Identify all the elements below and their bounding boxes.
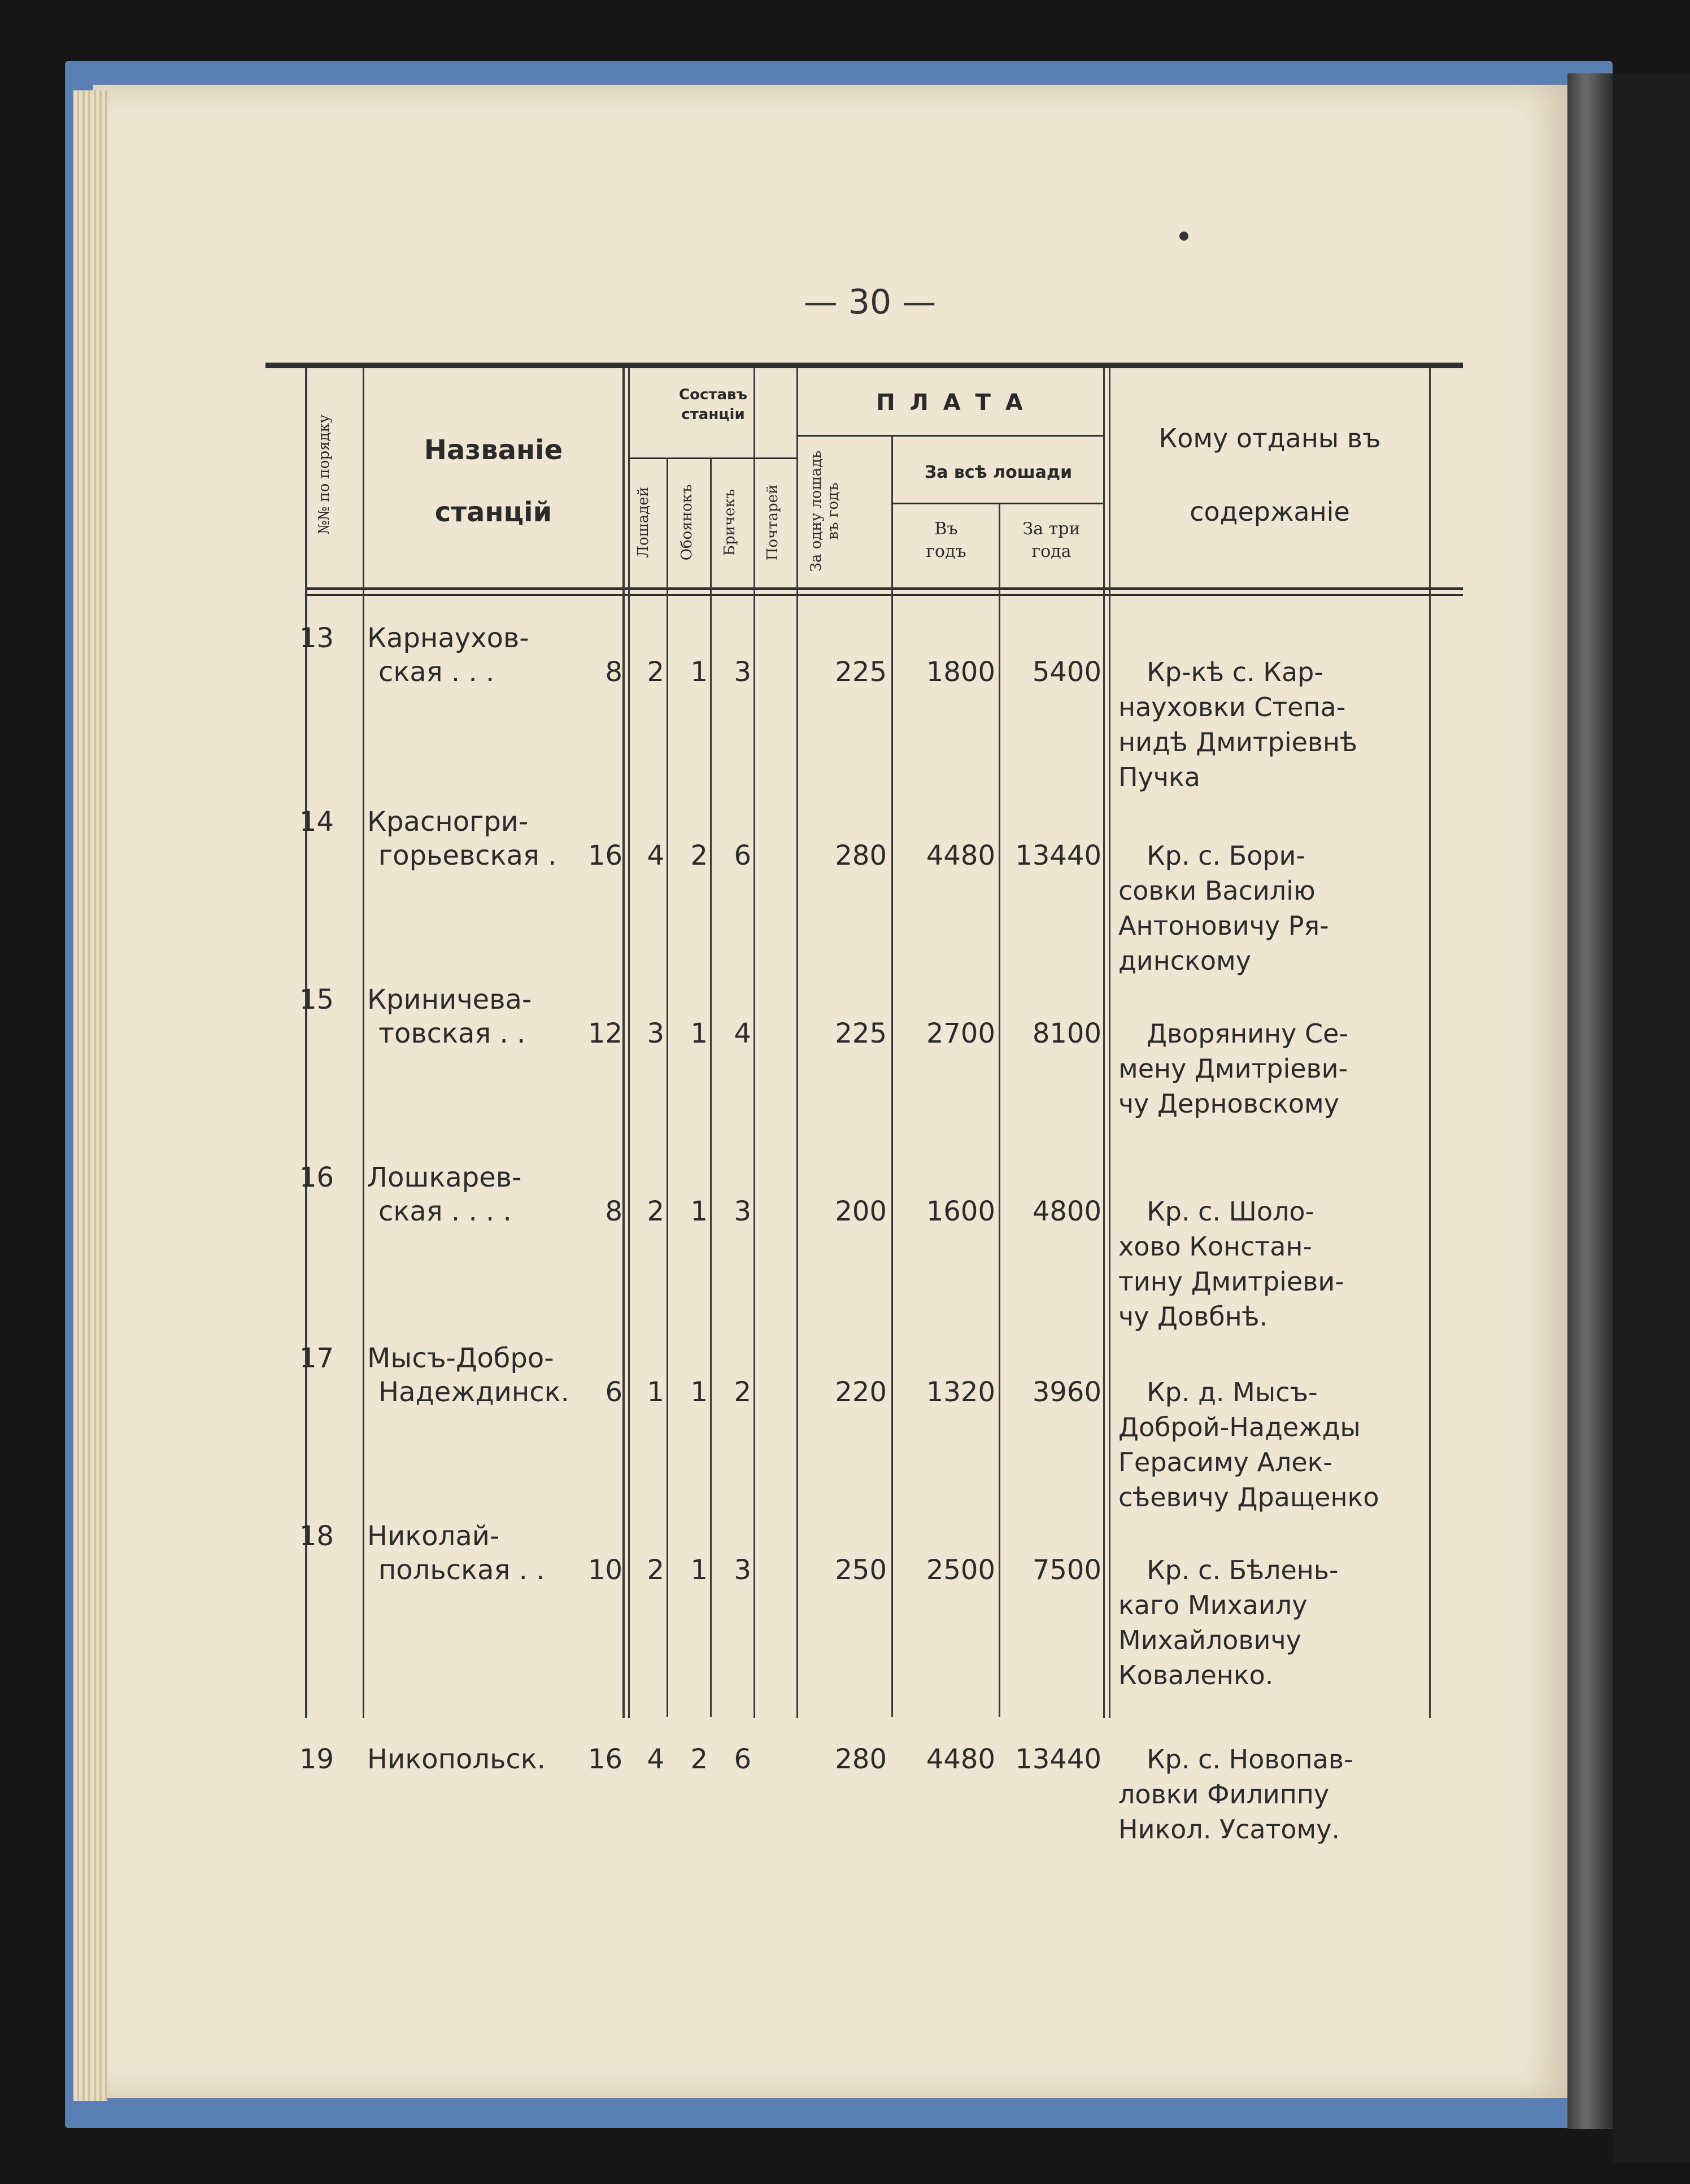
book-spine [1567,73,1613,2129]
header-year-2: годъ [926,542,966,561]
keeper-line: нидѣ Дмитріевнѣ [1118,727,1358,757]
cell-oboz: 2 [647,1554,664,1586]
cell-brich: 1 [690,1018,708,1049]
header-bottom-rule [305,587,1463,590]
keeper-line: науховки Степа- [1118,692,1346,722]
header-three-1: За три [1022,519,1081,539]
keeper-line: Михайловичу [1118,1625,1301,1655]
cell-post: 6 [734,1743,751,1775]
header-rule-plata [796,435,1103,437]
keeper-line: Антоновичу Ря- [1118,910,1329,941]
cell-brich: 1 [690,656,708,688]
header-name-1: Названіе [424,434,563,466]
cell-year: 1320 [926,1376,995,1408]
header-year-1: Въ [934,519,958,539]
cell-brich: 1 [690,1554,708,1586]
cell-three: 13440 [1015,840,1101,871]
row-number: 17 [299,1342,334,1374]
cell-brich: 2 [690,840,708,871]
cell-one: 225 [835,656,887,688]
cell-year: 1600 [926,1196,995,1227]
header-bottom-rule-2 [305,594,1463,596]
keeper-line: чу Довбнѣ. [1118,1301,1268,1332]
station-name-line: Карнаухов- [367,622,529,654]
cell-horses: 8 [605,1196,622,1227]
page-number: — 30 — [803,282,937,322]
keeper-line: Кр. с. Шоло- [1147,1196,1315,1227]
cell-post: 4 [734,1018,751,1049]
cell-post: 3 [734,1196,751,1227]
row-number: 14 [299,806,334,838]
station-name-line: Красногри- [367,806,529,838]
col-divider [891,435,893,1717]
header-brich: Бричекъ [721,489,738,556]
cell-three: 8100 [1032,1018,1101,1049]
keeper-line: чу Дерновскому [1118,1088,1339,1119]
cell-post: 3 [734,1554,751,1586]
station-name-line: Мысъ-Добро- [367,1342,554,1374]
station-name-line: Криничева- [367,984,532,1015]
cell-brich: 1 [690,1376,708,1408]
cell-horses: 8 [605,656,622,688]
cell-three: 7500 [1032,1554,1101,1586]
keeper-line: тину Дмитріеви- [1118,1266,1344,1297]
cell-one: 280 [835,1743,887,1775]
header-sostav-1: Составъ [679,386,747,403]
cell-horses: 10 [587,1554,622,1586]
keeper-line: Коваленко. [1118,1660,1274,1690]
keeper-line: Кр-кѣ с. Кар- [1147,657,1323,687]
cell-one: 225 [835,1018,887,1049]
cell-horses: 6 [605,1376,622,1408]
keeper-line: каго Михаилу [1118,1590,1308,1620]
cell-brich: 1 [690,1196,708,1227]
keeper-line: Кр. с. Бѣлень- [1147,1555,1339,1585]
keeper-line: хово Констан- [1118,1231,1313,1262]
cell-oboz: 4 [647,1743,664,1775]
station-name-line: польская . . [378,1554,545,1586]
keeper-line: Кр. с. Бори- [1147,840,1306,871]
cell-three: 4800 [1032,1196,1101,1227]
row-number: 19 [299,1743,334,1775]
cell-horses: 12 [587,1018,622,1049]
cell-three: 5400 [1032,656,1101,688]
col-divider [710,457,712,1717]
station-name-line: ская . . . . [378,1196,512,1227]
cell-one: 250 [835,1554,887,1586]
header-number: №№ по порядку [316,414,333,535]
cell-year: 4480 [926,1743,995,1775]
cell-year: 2700 [926,1018,995,1049]
cell-oboz: 4 [647,840,664,871]
cell-brich: 2 [690,1743,708,1775]
row-number: 13 [299,622,334,654]
station-name-line: Николай- [367,1520,500,1552]
background-edge [1613,73,1690,2163]
row-number: 18 [299,1520,334,1552]
cell-oboz: 1 [647,1376,664,1408]
header-sostav-2: станціи [681,406,745,423]
cell-oboz: 2 [647,656,664,688]
keeper-line: Пучка [1118,762,1200,792]
keeper-line: ловки Филиппу [1118,1779,1330,1810]
cell-three: 3960 [1032,1376,1101,1408]
cell-horses: 16 [587,1743,622,1775]
keeper-line: динскому [1118,945,1251,976]
station-name-line: Лошкарев- [367,1162,522,1193]
cell-post: 3 [734,656,751,688]
cell-three: 13440 [1015,1743,1101,1775]
station-name-line: Надеждинск. [378,1376,569,1408]
page-edges [73,90,107,2101]
header-one-horse: За одну лошадь въ годъ [808,450,842,572]
cell-one: 280 [835,840,887,871]
cell-oboz: 2 [647,1196,664,1227]
cell-post: 6 [734,840,751,871]
cell-horses: 16 [587,840,622,871]
header-whom-1: Кому отданы въ [1158,423,1381,454]
station-name-line: ская . . . [378,656,495,688]
cell-year: 4480 [926,840,995,871]
col-divider [1429,368,1431,1718]
table-top-rule [265,363,1463,368]
header-horses: Лошадей [635,487,652,558]
cell-oboz: 3 [647,1018,664,1049]
stations-table [265,356,1463,1845]
cell-year: 2500 [926,1554,995,1586]
header-post: Почтарей [764,484,781,561]
keeper-line: мену Дмитріеви- [1118,1053,1348,1084]
keeper-line: Кр. с. Новопав- [1147,1744,1353,1775]
col-divider [667,457,668,1717]
cell-one: 220 [835,1376,887,1408]
keeper-line: сѣевичу Дращенко [1118,1482,1379,1512]
header-rule-all [891,503,1103,504]
row-number: 15 [299,984,334,1015]
keeper-line: совки Василію [1118,875,1316,906]
cell-post: 2 [734,1376,751,1408]
header-plata: П Л А Т А [876,390,1026,416]
header-rule-sostav [628,457,796,459]
col-divider [363,368,364,1718]
ink-dot [1179,232,1188,241]
header-name-2: станцій [434,496,552,528]
keeper-line: Кр. д. Мысъ- [1147,1377,1318,1407]
cell-year: 1800 [926,656,995,688]
header-all-horses: За всѣ лошади [924,463,1073,482]
col-divider [1109,368,1110,1718]
header-oboz: Обоянокъ [678,484,695,561]
header-three-2: года [1031,542,1072,561]
station-name-line: горьевская . [378,840,557,871]
cell-one: 200 [835,1196,887,1227]
header-whom-2: содержаніе [1190,496,1350,527]
col-divider [305,368,307,1718]
keeper-line: Доброй-Надежды [1118,1412,1361,1442]
station-name-line: Никопольск. [367,1743,546,1775]
keeper-line: Герасиму Алек- [1118,1447,1333,1477]
station-name-line: товская . . [378,1018,526,1049]
keeper-line: Никол. Усатому. [1118,1814,1340,1845]
col-divider [1103,368,1105,1718]
row-number: 16 [299,1162,334,1193]
keeper-line: Дворянину Се- [1147,1018,1348,1049]
